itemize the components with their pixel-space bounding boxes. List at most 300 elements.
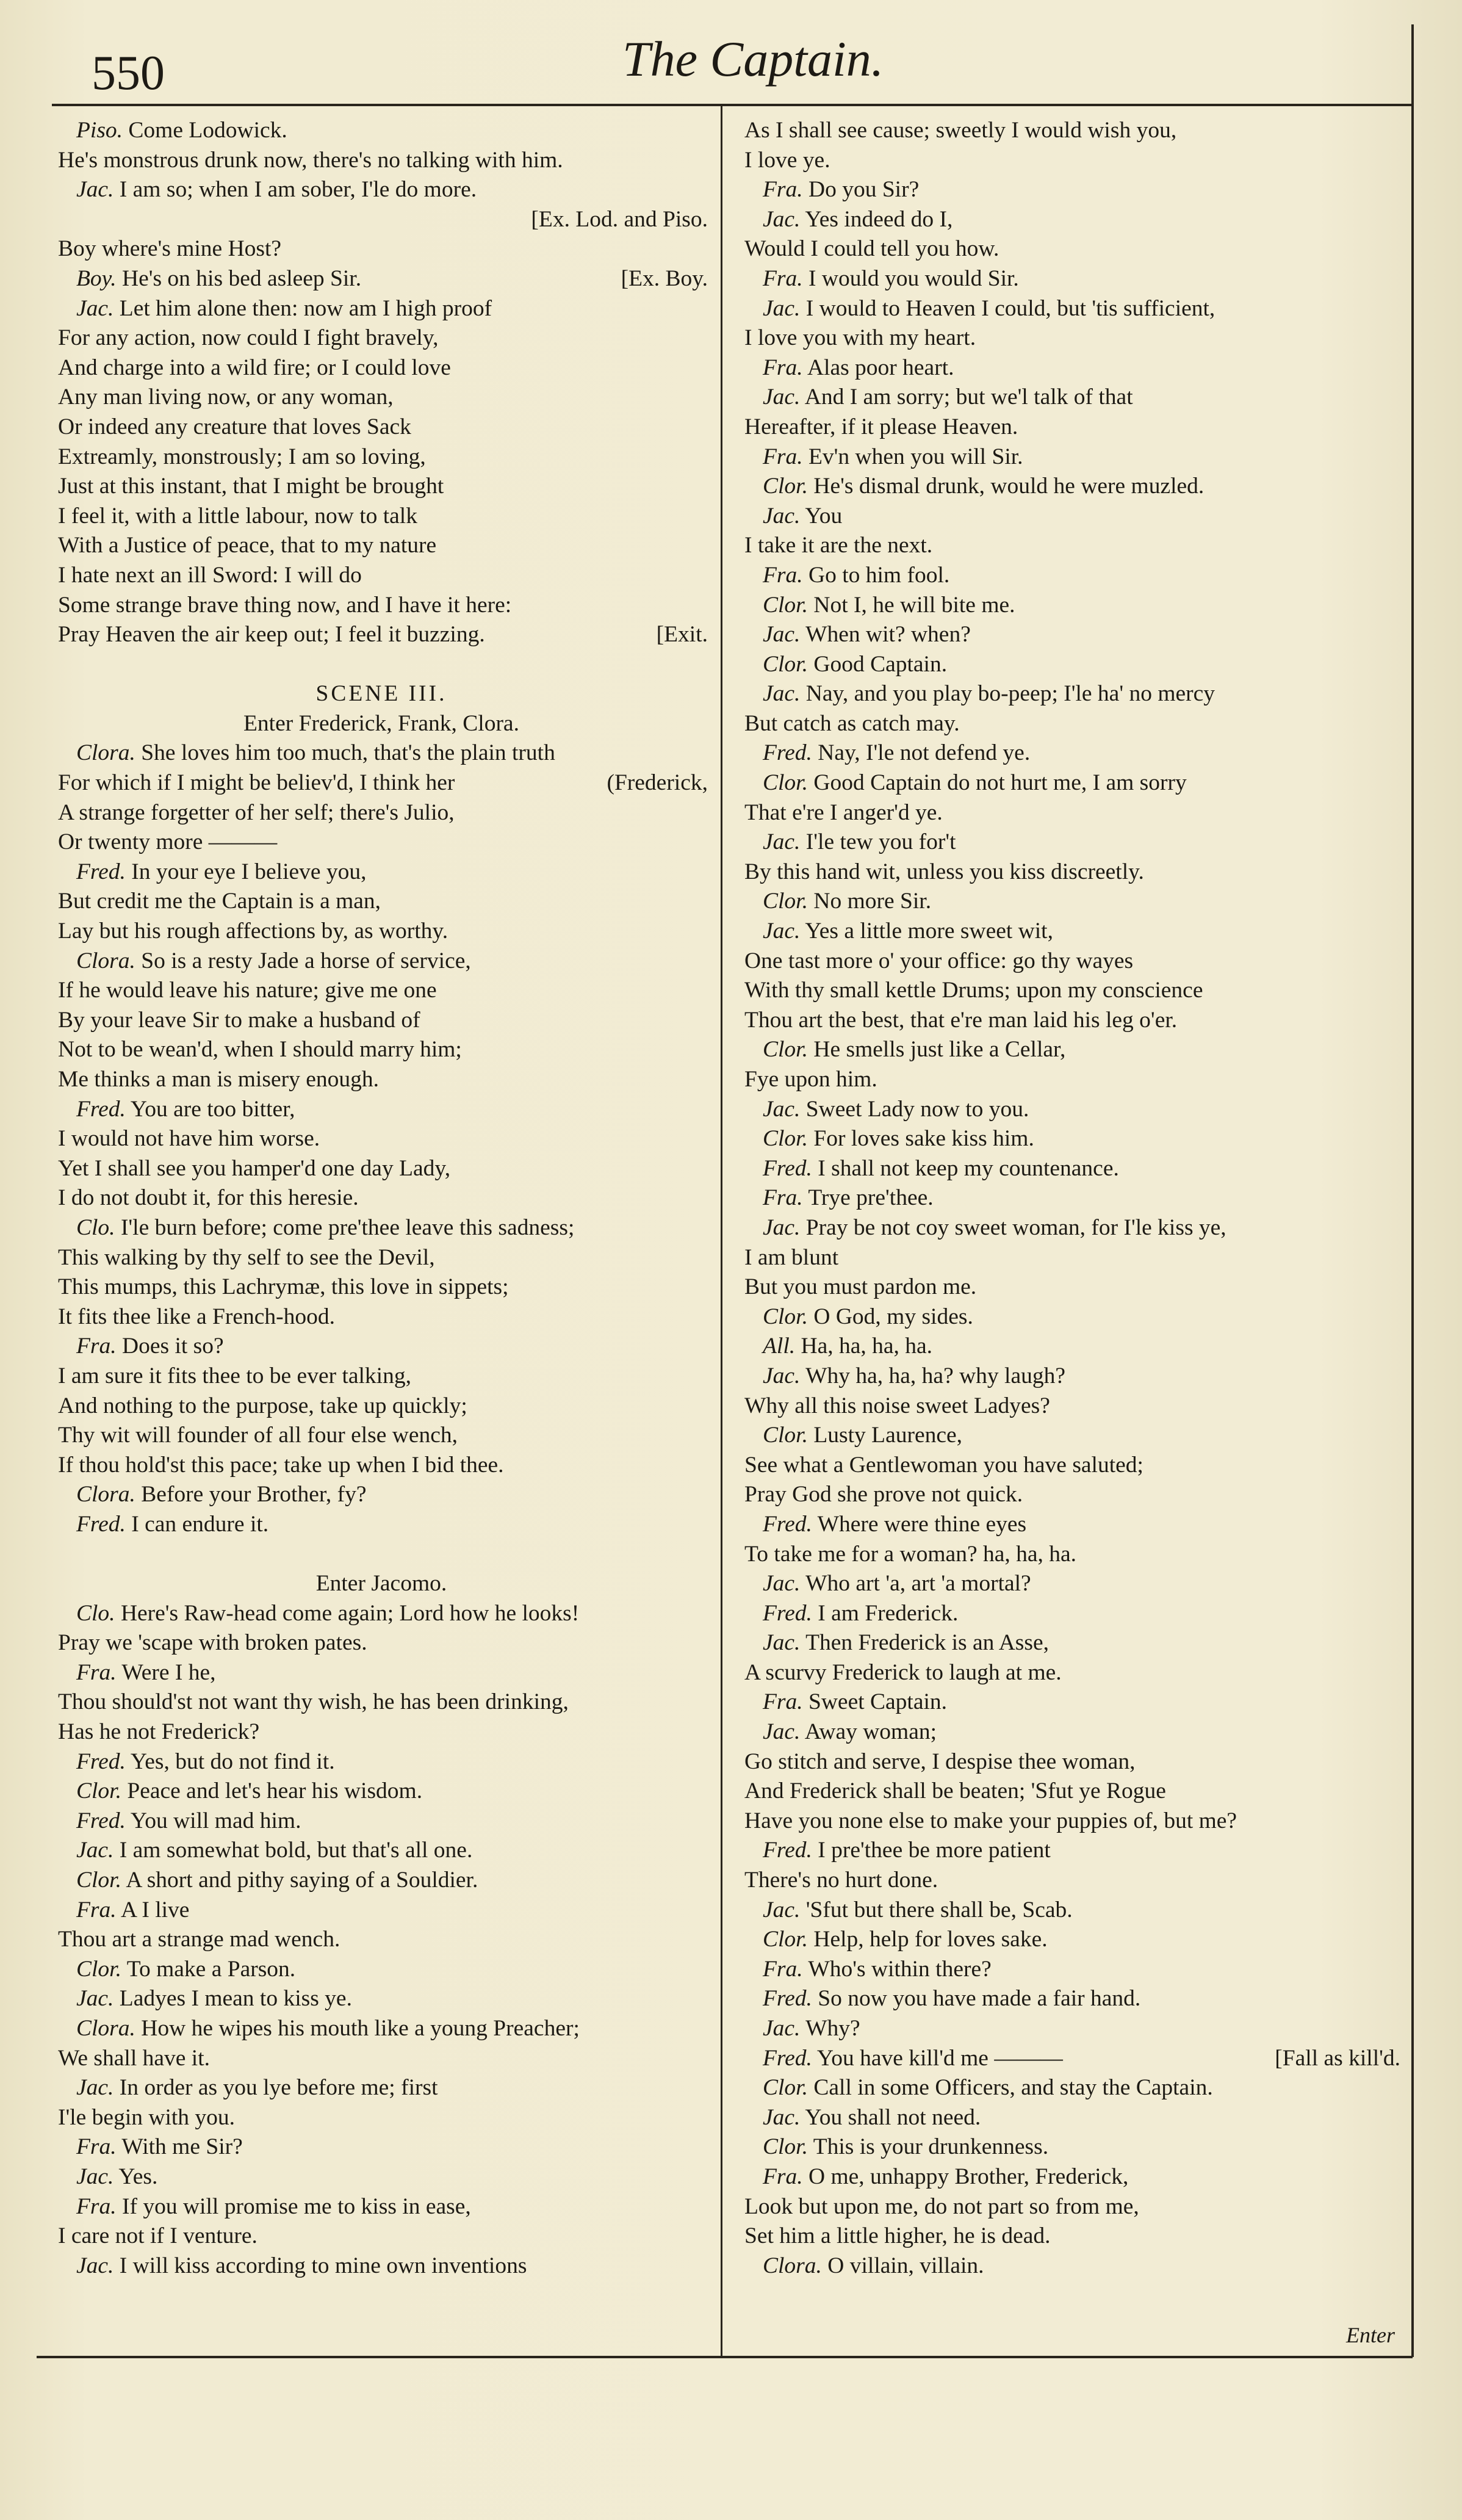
verse-line	[735, 1777, 1406, 1807]
speaker-name: Fred.	[763, 1838, 812, 1863]
line-text: Sweet Captain.	[808, 1689, 948, 1715]
line-text: Lusty Laurence,	[813, 1423, 963, 1448]
line-text: I'le tew you for't	[805, 829, 956, 855]
speech-line	[735, 1925, 1406, 1955]
line-text: Why all this noise sweet Ladyes?	[744, 1393, 1050, 1418]
line-text: Yet I shall see you hamper'd one day Lady,	[58, 1155, 451, 1181]
blank-line	[49, 1540, 714, 1570]
speaker-name: Clor.	[763, 474, 808, 499]
line-text: How he wipes his mouth like a young Preacher;	[141, 2016, 580, 2041]
line-text: By this hand wit, unless you kiss discreetly.	[744, 859, 1144, 884]
line-text: Good Captain do not hurt me, I am sorry	[813, 770, 1187, 796]
line-text: If thou hold'st this pace; take up when I bid thee.	[58, 1452, 504, 1478]
verse-line	[49, 1302, 714, 1332]
speaker-name: Clor.	[763, 1423, 808, 1448]
speech-line	[49, 1866, 714, 1896]
speech-line	[735, 828, 1406, 857]
speech-line	[735, 1688, 1406, 1717]
speech-line	[49, 1807, 714, 1836]
speaker-name: Jac.	[763, 384, 801, 410]
line-text: Go stitch and serve, I despise thee woman,	[744, 1749, 1136, 1774]
line-text: A I live	[120, 1897, 190, 1922]
page-number: 550	[92, 46, 165, 100]
line-text: For any action, now could I fight bravely,	[58, 325, 439, 351]
line-text: If he would leave his nature; give me one	[58, 978, 437, 1003]
verse-line	[735, 146, 1406, 176]
speech-line	[735, 264, 1406, 294]
verse-line	[49, 1154, 714, 1184]
line-text: If you will promise me to kiss in ease,	[122, 2193, 471, 2219]
line-text: I can endure it.	[131, 1511, 269, 1537]
speaker-name: Clor.	[763, 770, 808, 796]
speaker-name: Clora.	[76, 2016, 135, 2041]
line-text: Peace and let's hear his wisdom.	[127, 1778, 423, 1804]
line-text: As I shall see cause; sweetly I would wish you,	[744, 118, 1177, 143]
top-rule	[52, 104, 1413, 106]
line-text: So is a resty Jade a horse of service,	[141, 948, 471, 973]
speaker-name: Clo.	[76, 1600, 115, 1626]
verse-line	[735, 857, 1406, 887]
stage-direction-right: [Fall as kill'd.	[1275, 2045, 1400, 2071]
speaker-name: Jac.	[763, 829, 801, 855]
verse-line	[49, 2103, 714, 2133]
speaker-name: Clora.	[76, 1482, 135, 1507]
verse-line	[49, 1273, 714, 1302]
speaker-name: Clor.	[763, 1927, 808, 1952]
line-text: We shall have it.	[58, 2045, 210, 2071]
line-text: Why ha, ha, ha? why laugh?	[805, 1363, 1066, 1388]
speech-line	[735, 1717, 1406, 1747]
speech-line	[735, 2132, 1406, 2162]
line-text: Alas poor heart.	[807, 355, 954, 380]
speaker-name: Jac.	[76, 1838, 114, 1863]
speech-line	[49, 2162, 714, 2192]
speaker-name: Clora.	[76, 740, 135, 766]
speaker-name: Clor.	[763, 1126, 808, 1152]
verse-line	[735, 2192, 1406, 2222]
line-text: But catch as catch may.	[744, 710, 960, 736]
speaker-name: Fred.	[763, 1511, 812, 1537]
verse-line	[735, 2222, 1406, 2251]
blank-line	[49, 650, 714, 680]
speaker-name: Fred.	[763, 1600, 812, 1626]
speaker-name: Jac.	[763, 295, 801, 321]
line-text: I take it are the next.	[744, 533, 933, 558]
speaker-name: Jac.	[76, 295, 114, 321]
line-text: I feel it, with a little labour, now to talk	[58, 503, 417, 529]
line-text: O villain, villain.	[827, 2253, 984, 2278]
verse-line	[735, 1658, 1406, 1688]
verse-line	[735, 798, 1406, 828]
line-text: Fye upon him.	[744, 1067, 877, 1092]
line-text: Who's within there?	[808, 1956, 992, 1982]
left-text-column	[49, 116, 714, 2281]
line-text: With thy small kettle Drums; upon my conscience	[744, 978, 1203, 1003]
verse-line	[49, 323, 714, 353]
speaker-name: Clor.	[763, 651, 808, 677]
verse-line	[49, 917, 714, 947]
speaker-name: Fred.	[76, 1096, 126, 1122]
verse-line	[49, 1688, 714, 1717]
line-text: When wit? when?	[805, 622, 971, 648]
speaker-name: Jac.	[763, 2104, 801, 2130]
speaker-name: Fra.	[76, 2193, 117, 2219]
verse-line	[49, 591, 714, 621]
line-text: He's monstrous drunk now, there's no talking with him.	[58, 147, 563, 173]
stage-direction-right: [Ex. Boy.	[621, 265, 708, 291]
speaker-name: Jac.	[76, 177, 114, 203]
speech-line	[735, 1362, 1406, 1392]
line-text: Hereafter, if it please Heaven.	[744, 414, 1018, 439]
speech-line	[49, 738, 714, 768]
speech-line	[735, 2162, 1406, 2192]
verse-line	[49, 1035, 714, 1065]
verse-line	[49, 2222, 714, 2251]
line-text: To make a Parson.	[126, 1956, 296, 1982]
speech-line	[735, 1510, 1406, 1540]
verse-line	[49, 1006, 714, 1036]
verse-line	[735, 1480, 1406, 1510]
speaker-name: Jac.	[763, 681, 801, 707]
line-text: Not I, he will bite me.	[813, 592, 1015, 618]
speaker-name: Clor.	[763, 889, 808, 914]
line-text: With a Justice of peace, that to my nature	[58, 533, 437, 558]
line-text: There's no hurt done.	[744, 1868, 938, 1893]
speaker-name: Clora.	[76, 948, 135, 973]
verse-line	[49, 531, 714, 561]
speech-line	[735, 650, 1406, 680]
speech-line	[735, 1955, 1406, 1985]
line-text: Call in some Officers, and stay the Captain.	[813, 2075, 1213, 2101]
line-text: I shall not keep my countenance.	[818, 1155, 1119, 1181]
verse-line	[735, 116, 1406, 146]
line-text: Pray God she prove not quick.	[744, 1482, 1023, 1507]
verse-line	[735, 531, 1406, 561]
line-text: I hate next an ill Sword: I will do	[58, 562, 362, 588]
line-text: A short and pithy saying of a Souldier.	[126, 1868, 478, 1893]
line-text: I would not have him worse.	[58, 1126, 320, 1152]
speaker-name: Fra.	[763, 1956, 803, 1982]
speaker-name: Fra.	[763, 265, 803, 291]
verse-line	[49, 1243, 714, 1273]
line-text: Or twenty more ———	[58, 829, 278, 855]
speech-line	[735, 1095, 1406, 1125]
speech-line	[49, 1777, 714, 1807]
line-text: I would to Heaven I could, but 'tis sufficient,	[805, 295, 1215, 321]
speaker-name: Clor.	[763, 1304, 808, 1329]
verse-line	[49, 1421, 714, 1451]
line-text: Come Lodowick.	[128, 118, 287, 143]
verse-line	[49, 442, 714, 472]
speech-line	[735, 472, 1406, 502]
speaker-name: Jac.	[76, 2164, 114, 2189]
line-text: Extreamly, monstrously; I am so loving,	[58, 444, 426, 469]
line-text: Lay but his rough affections by, as worthy.	[58, 919, 448, 944]
speech-line	[735, 502, 1406, 532]
line-text: 'Sfut but there shall be, Scab.	[805, 1897, 1073, 1922]
speaker-name: Fred.	[763, 1986, 812, 2012]
speaker-name: Jac.	[763, 1719, 801, 1745]
verse-line	[735, 1807, 1406, 1836]
line-text: Would I could tell you how.	[744, 236, 999, 262]
line-text: Any man living now, or any woman,	[58, 384, 394, 410]
line-text: Help, help for loves sake.	[813, 1927, 1048, 1952]
speaker-name: Fra.	[76, 2134, 117, 2160]
line-text: But credit me the Captain is a man,	[58, 889, 381, 914]
line-text: Go to him fool.	[808, 562, 950, 588]
verse-line	[49, 1717, 714, 1747]
line-text: Look but upon me, do not part so from me,	[744, 2193, 1139, 2219]
speech-line	[735, 383, 1406, 413]
speech-line	[735, 353, 1406, 383]
line-text: Yes.	[118, 2164, 158, 2189]
speech-line	[735, 2014, 1406, 2044]
speaker-name: Fra.	[763, 177, 803, 203]
line-text: And nothing to the purpose, take up quickly;	[58, 1393, 467, 1418]
line-text: You will mad him.	[130, 1808, 301, 1833]
line-text: I love ye.	[744, 147, 830, 173]
verse-line	[49, 768, 714, 798]
speaker-name: Jac.	[763, 503, 801, 529]
line-text: I would you would Sir.	[808, 265, 1019, 291]
speech-line	[735, 679, 1406, 709]
speaker-name: Fred.	[76, 1749, 126, 1774]
speech-line	[735, 561, 1406, 591]
line-text: One tast more o' your office: go thy wayes	[744, 948, 1134, 973]
speaker-name: Piso.	[76, 118, 123, 143]
speech-line	[49, 2073, 714, 2103]
line-text: A strange forgetter of her self; there's Julio,	[58, 800, 455, 825]
speaker-name: Jac.	[763, 919, 801, 944]
speech-line	[49, 1896, 714, 1926]
verse-line	[49, 205, 714, 235]
speaker-name: Fred.	[76, 1511, 126, 1537]
line-text: By your leave Sir to make a husband of	[58, 1007, 420, 1033]
line-text: She loves him too much, that's the plain truth	[141, 740, 555, 766]
speaker-name: Clo.	[76, 1215, 115, 1240]
speaker-name: Clora.	[763, 2253, 822, 2278]
speaker-name: Fra.	[76, 1897, 117, 1922]
line-text: Here's Raw-head come again; Lord how he looks!	[120, 1600, 580, 1626]
speech-line	[735, 1302, 1406, 1332]
line-text: A scurvy Frederick to laugh at me.	[744, 1659, 1062, 1685]
speaker-name: Clor.	[76, 1956, 121, 1982]
speech-line	[49, 2132, 714, 2162]
line-text: It fits thee like a French-hood.	[58, 1304, 336, 1329]
verse-line	[49, 353, 714, 383]
speaker-name: Clor.	[763, 1037, 808, 1063]
verse-line	[735, 947, 1406, 977]
verse-line	[49, 561, 714, 591]
speaker-name: Fra.	[763, 1185, 803, 1211]
speech-line	[735, 1035, 1406, 1065]
speaker-name: Fra.	[763, 1689, 803, 1715]
speech-line	[49, 1480, 714, 1510]
speaker-name: Fra.	[76, 1334, 117, 1359]
speech-line	[735, 620, 1406, 650]
centered-text: SCENE III.	[315, 681, 447, 707]
stage-direction	[49, 709, 714, 739]
speech-line	[735, 1213, 1406, 1243]
verse-line	[49, 1124, 714, 1154]
speech-line	[49, 1213, 714, 1243]
centered-text: Enter Frederick, Frank, Clora.	[243, 710, 519, 736]
line-text: Has he not Frederick?	[58, 1719, 260, 1745]
speech-line	[735, 1984, 1406, 2014]
speech-line	[735, 917, 1406, 947]
line-text: O God, my sides.	[813, 1304, 973, 1329]
speaker-name: Fred.	[76, 859, 126, 884]
speech-line	[735, 1836, 1406, 1866]
speech-line	[49, 1599, 714, 1629]
speaker-name: Fred.	[763, 740, 812, 766]
verse-line	[735, 1006, 1406, 1036]
speech-line	[49, 1332, 714, 1362]
speech-line	[735, 1183, 1406, 1213]
line-text: In order as you lye before me; first	[119, 2075, 438, 2101]
verse-line	[735, 1392, 1406, 1421]
line-text: I am so; when I am sober, I'le do more.	[119, 177, 477, 203]
line-text: I care not if I venture.	[58, 2223, 257, 2249]
line-text: You	[805, 503, 843, 529]
speaker-name: Fra.	[763, 2164, 803, 2189]
line-text: Nay, and you play bo-peep; I'le ha' no mercy	[805, 681, 1215, 707]
speaker-name: Fra.	[763, 562, 803, 588]
speech-line	[49, 1510, 714, 1540]
speaker-name: Fra.	[76, 1659, 117, 1685]
verse-line	[735, 413, 1406, 442]
speaker-name: Jac.	[763, 1897, 801, 1922]
speaker-name: Jac.	[76, 1986, 114, 2012]
verse-line	[49, 1065, 714, 1095]
speech-line	[49, 1955, 714, 1985]
speech-line	[49, 2251, 714, 2281]
line-text: This walking by thy self to see the Devil,	[58, 1244, 435, 1270]
line-text: For loves sake kiss him.	[813, 1126, 1034, 1152]
verse-line	[49, 2044, 714, 2074]
line-text: I do not doubt it, for this heresie.	[58, 1185, 359, 1211]
speech-line	[735, 1421, 1406, 1451]
verse-line	[49, 234, 714, 264]
speech-line	[735, 1628, 1406, 1658]
speech-line	[49, 1984, 714, 2014]
verse-line	[49, 1925, 714, 1955]
verse-line	[49, 1628, 714, 1658]
verse-line	[735, 1540, 1406, 1570]
line-text: Before your Brother, fy?	[141, 1482, 367, 1507]
speaker-name: Jac.	[763, 1363, 801, 1388]
line-text: Thou art a strange mad wench.	[58, 1927, 340, 1952]
line-text: Pray we 'scape with broken pates.	[58, 1630, 367, 1656]
line-text: See what a Gentlewoman you have saluted;	[744, 1452, 1143, 1478]
speech-line	[735, 591, 1406, 621]
speaker-name: Boy.	[76, 265, 117, 291]
speaker-name: Clor.	[76, 1778, 121, 1804]
line-text: Yes a little more sweet wit,	[805, 919, 1053, 944]
line-text: That e're I anger'd ye.	[744, 800, 943, 825]
verse-line	[735, 1747, 1406, 1777]
speaker-name: Jac.	[763, 1215, 801, 1240]
line-text: You are too bitter,	[130, 1096, 295, 1122]
speech-line	[735, 768, 1406, 798]
speech-line	[49, 2014, 714, 2044]
line-text: Thou should'st not want thy wish, he has been drinking,	[58, 1689, 569, 1715]
line-text: In your eye I believe you,	[131, 859, 367, 884]
speaker-name: All.	[763, 1334, 796, 1359]
speaker-name: Fred.	[763, 1155, 812, 1181]
line-text: Were I he,	[121, 1659, 216, 1685]
verse-line	[735, 1065, 1406, 1095]
line-text: I'le begin with you.	[58, 2104, 236, 2130]
line-text: Pray be not coy sweet woman, for I'le kiss ye,	[805, 1215, 1226, 1240]
running-title: The Captain.	[622, 31, 884, 87]
verse-line	[735, 234, 1406, 264]
speaker-name: Clor.	[763, 2075, 808, 2101]
verse-line	[49, 798, 714, 828]
speech-line	[49, 947, 714, 977]
verse-line	[735, 1866, 1406, 1896]
line-text: I am sure it fits thee to be ever talking,	[58, 1363, 411, 1388]
speech-line	[735, 2251, 1406, 2281]
speech-line	[49, 2192, 714, 2222]
speaker-name: Clor.	[763, 592, 808, 618]
line-text: So now you have made a fair hand.	[818, 1986, 1141, 2012]
speech-line	[49, 1095, 714, 1125]
verse-line	[49, 1183, 714, 1213]
verse-line	[49, 1451, 714, 1481]
speech-line	[49, 175, 714, 205]
line-text: You have kill'd me ———	[816, 2045, 1063, 2071]
line-text: Just at this instant, that I might be brought	[58, 474, 444, 499]
verse-line	[49, 502, 714, 532]
stage-direction-right: (Frederick,	[607, 770, 708, 796]
verse-line	[735, 323, 1406, 353]
speech-line	[735, 1896, 1406, 1926]
line-text: I will kiss according to mine own inventions	[119, 2253, 527, 2278]
line-text: And I am sorry; but we'l talk of that	[804, 384, 1133, 410]
line-text: Do you Sir?	[808, 177, 920, 203]
speech-line	[735, 1154, 1406, 1184]
line-text: Then Frederick is an Asse,	[805, 1630, 1049, 1656]
speech-line	[735, 1599, 1406, 1629]
line-text: I am Frederick.	[818, 1600, 959, 1626]
speech-line	[735, 2044, 1406, 2074]
speech-line	[735, 1569, 1406, 1599]
column-divider	[721, 105, 722, 2356]
verse-line	[735, 976, 1406, 1006]
verse-line	[49, 828, 714, 857]
speech-line	[735, 442, 1406, 472]
speech-line	[735, 1124, 1406, 1154]
speaker-name: Jac.	[763, 1571, 801, 1597]
speech-line	[735, 738, 1406, 768]
line-text: For which if I might be believ'd, I think her	[58, 770, 455, 796]
speech-line	[49, 1658, 714, 1688]
verse-line	[49, 472, 714, 502]
line-text: Trye pre'thee.	[808, 1185, 934, 1211]
line-text: To take me for a woman? ha, ha, ha.	[744, 1541, 1077, 1567]
verse-line	[49, 1392, 714, 1421]
line-text: Why?	[805, 2016, 860, 2041]
scene-heading	[49, 679, 714, 709]
line-text: Who art 'a, art 'a mortal?	[805, 1571, 1031, 1597]
line-text: Let him alone then: now am I high proof	[119, 295, 492, 321]
line-text: Yes, but do not find it.	[130, 1749, 335, 1774]
speaker-name: Jac.	[763, 206, 801, 232]
line-text: This mumps, this Lachrymæ, this love in sippets;	[58, 1274, 509, 1300]
line-text: And charge into a wild fire; or I could love	[58, 355, 451, 380]
line-text: Sweet Lady now to you.	[805, 1096, 1029, 1122]
